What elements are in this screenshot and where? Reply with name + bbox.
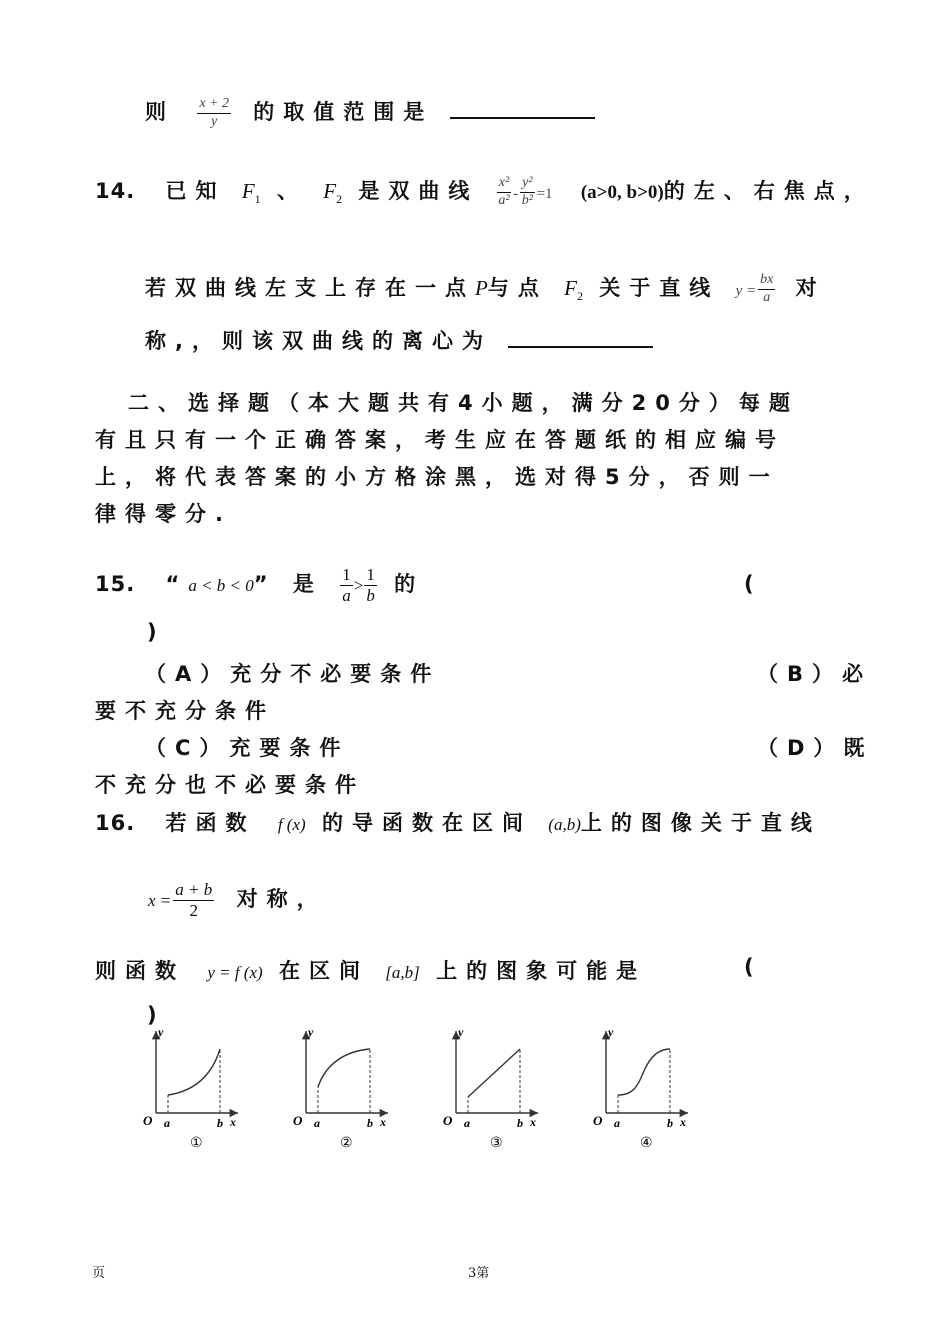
q16-text-7: 上的图象可能是: [436, 959, 647, 983]
graph-4-b: b: [667, 1116, 673, 1130]
q13-frac-denominator: y: [211, 113, 218, 129]
q16-text-5: 则函数: [95, 959, 185, 983]
q16-yfx: y = f (x): [207, 963, 263, 982]
q15-paren-open: (: [744, 572, 763, 596]
q14-hyperbola-y-term: $\frac{\text{y²}}{\text{b²}}$: [521, 175, 533, 208]
graph-2-label: ②: [340, 1136, 353, 1151]
q13-answer-line: [145, 96, 595, 130]
graph-3-x: x: [530, 1115, 536, 1129]
q14-line2-d: 对: [795, 276, 826, 300]
q16-symmetry-line: [148, 880, 327, 920]
q15-number: 15.: [95, 572, 136, 597]
graph-3-y: y: [458, 1025, 464, 1039]
q14-line2-c: 关于直线: [599, 276, 720, 300]
q16-text-3: 上的图像关于直线: [580, 811, 821, 835]
q13-frac-numerator: x + 2: [197, 96, 231, 113]
section2-line-1: 二、选择题（本大题共有4小题，满分20分）每题: [128, 391, 799, 415]
q15-option-c[interactable]: （C）充要条件: [145, 736, 350, 760]
q14-line2-b: 与点: [487, 276, 548, 300]
q16-graphs: [140, 1025, 700, 1155]
q15-option-b-cont: 要不充分条件: [95, 699, 275, 723]
q15-option-b[interactable]: （B）必: [757, 662, 873, 686]
q14-f2: $F_2$: [323, 179, 343, 207]
graph-2-b: b: [367, 1116, 373, 1130]
q16-paren-close: ): [147, 1003, 166, 1027]
graph-1-curve: [168, 1049, 220, 1095]
q14-f2-ref: $F_2$: [564, 276, 583, 304]
q14-line2-a: 若双曲线左支上存在一点: [145, 276, 475, 300]
graph-1-b: b: [217, 1116, 223, 1130]
section2-line-4: 律得零分.: [95, 502, 232, 526]
q15-text-1: 是: [292, 572, 323, 597]
graph-1-a: a: [164, 1116, 170, 1130]
q16-open-interval: (a,b): [548, 815, 581, 834]
section2-line-3: 上，将代表答案的小方格涂黑，选对得5分，否则一: [95, 465, 779, 489]
q15-paren-close: ): [147, 620, 166, 644]
q16-closed-interval: [a,b]: [385, 963, 420, 982]
q14-point-p: P: [475, 276, 488, 300]
graph-2[interactable]: [293, 1025, 388, 1151]
q14-line-1: 14. 已知 $F_1$ 、 $F_2$ 是双曲线 $\frac{\text{x²}}{\text{a²}}$ - $\frac{\text{y²}}{\text{b²}}$ =1 (a>0, b>0)的左、右焦点，: [95, 175, 874, 208]
q15-frac-1-over-a: $\frac{1}{a}$: [342, 565, 351, 605]
graph-1-x: x: [230, 1115, 236, 1129]
footer-page-number: 3第: [468, 1266, 490, 1281]
q15-quote-open: “: [165, 572, 189, 597]
q14-line-3: [145, 325, 653, 355]
q13-suffix: 的取值范围是: [253, 100, 434, 124]
q14-condition: (a>0, b>0): [580, 182, 664, 203]
graph-4-y: y: [608, 1025, 614, 1039]
graph-2-origin: O: [293, 1113, 303, 1128]
q15-frac-1-over-b: $\frac{1}{b}$: [366, 565, 375, 605]
q16-number: 16.: [95, 811, 136, 835]
graph-1-origin: O: [143, 1113, 153, 1128]
q14-line-eq-fraction: $\frac{bx}{a}$: [760, 272, 774, 305]
graph-2-a: a: [314, 1116, 320, 1130]
q14-text-1: 已知: [165, 179, 226, 203]
q15-quote-close: ”: [253, 572, 277, 597]
footer-left: 页: [92, 1266, 106, 1281]
q14-line-2: [145, 272, 826, 306]
graph-3-origin: O: [443, 1113, 453, 1128]
graph-4-origin: O: [593, 1113, 603, 1128]
q16-paren-open: (: [744, 955, 763, 979]
q16-sym-lhs: x =: [148, 891, 172, 911]
q14-text-3: 的左、右焦点，: [663, 179, 874, 203]
q15-text-2: 的: [394, 572, 425, 597]
graph-4[interactable]: [593, 1025, 688, 1151]
q14-hyperbola-x-term: $\frac{\text{x²}}{\text{a²}}$: [498, 175, 510, 208]
q14-line3: 称,，则该双曲线的离心为: [145, 329, 492, 353]
q14-f1: $F_1$: [241, 179, 261, 207]
q13-prefix: 则: [145, 100, 175, 124]
q15-stem: 15. “a < b < 0” 是 $\frac{1}{a}$ > $\frac{1}{b}$ 的: [95, 565, 425, 605]
graph-3-curve: [468, 1049, 520, 1097]
q16-text-4: 对称，: [236, 887, 327, 912]
section2-line-2: 有且只有一个正确答案，考生应在答题纸的相应编号: [95, 428, 785, 452]
graph-4-x: x: [680, 1115, 686, 1129]
q14-line-eq-lhs: y =: [735, 283, 757, 299]
graph-4-label: ④: [640, 1136, 653, 1151]
q16-text-2: 的导函数在区间: [321, 811, 532, 835]
graph-2-x: x: [380, 1115, 386, 1129]
graph-4-a: a: [614, 1116, 620, 1130]
graph-3[interactable]: [443, 1025, 538, 1151]
q16-sym-fraction: $\frac{a + b}{2}$: [175, 880, 213, 920]
q14-text-2: 是双曲线: [358, 179, 479, 203]
q16-text-1: 若函数: [165, 811, 256, 835]
graph-1-label: ①: [190, 1136, 203, 1151]
graph-3-a: a: [464, 1116, 470, 1130]
q15-expression: a < b < 0: [188, 576, 254, 596]
q16-stem-line-3: [95, 955, 646, 985]
q16-text-6: 在区间: [278, 959, 369, 983]
graph-1[interactable]: [143, 1025, 238, 1151]
q15-option-a[interactable]: （A）充分不必要条件: [145, 662, 441, 686]
q16-fx: f (x): [277, 815, 306, 834]
graph-3-label: ③: [490, 1136, 503, 1151]
q13-answer-blank[interactable]: [450, 117, 595, 119]
q14-separator: 、: [276, 179, 307, 203]
q13-fraction: [197, 96, 231, 129]
q15-option-d[interactable]: （D）既: [757, 736, 874, 760]
graph-2-curve: [318, 1049, 370, 1087]
graph-2-y: y: [308, 1025, 314, 1039]
q15-option-d-cont: 不充分也不必要条件: [95, 773, 365, 797]
q14-answer-blank[interactable]: [508, 346, 653, 348]
graph-3-b: b: [517, 1116, 523, 1130]
q16-stem-line-1: [95, 807, 821, 837]
graph-1-y: y: [158, 1025, 164, 1039]
q14-number: 14.: [95, 179, 136, 203]
graph-4-curve: [618, 1049, 670, 1095]
